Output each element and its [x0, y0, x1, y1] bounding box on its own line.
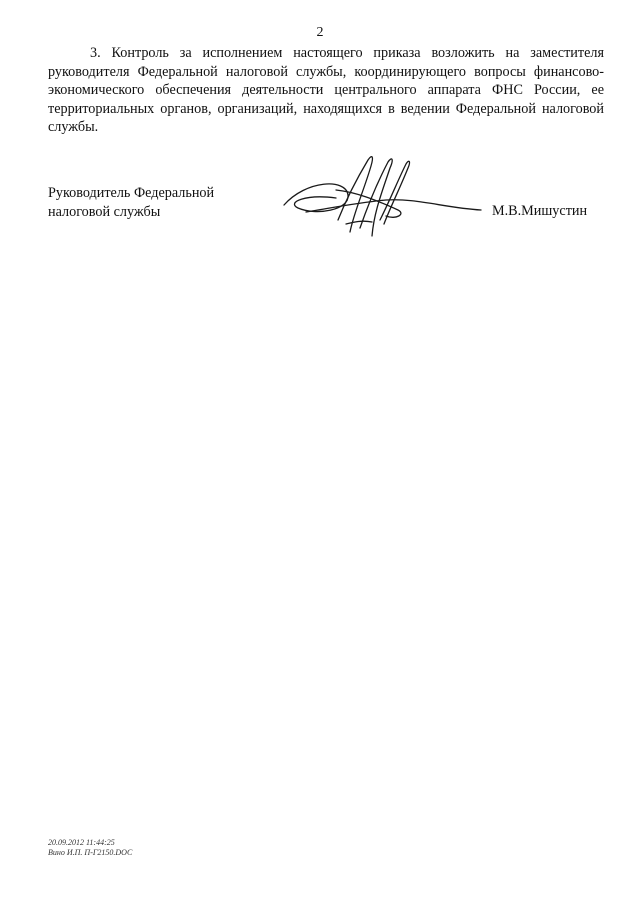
footer-timestamp: 20.09.2012 11:44:25: [48, 838, 115, 847]
signatory-position-line2: налоговой службы: [48, 203, 161, 220]
document-footer: [48, 838, 132, 858]
footer-file-reference: Вино И.П. П-Г2150.DOC: [48, 848, 133, 857]
handwritten-signature: [276, 150, 486, 240]
page-number: 2: [316, 25, 324, 40]
signatory-position: [48, 184, 214, 221]
order-paragraph: 3. Контроль за исполнением настоящего приказа возложить на заместителя руководителя Федеральной налоговой службы, координирующего вопросы финансово-экономического обеспечения деятельности центрального аппарата ФНС России, ее территориальных органов, организаций, находящихся в ведении Федеральной налоговой службы.: [48, 45, 604, 135]
signatory-position-line1: Руководитель Федеральной: [48, 185, 215, 201]
signatory-name: М.В.Мишустин: [492, 203, 588, 219]
